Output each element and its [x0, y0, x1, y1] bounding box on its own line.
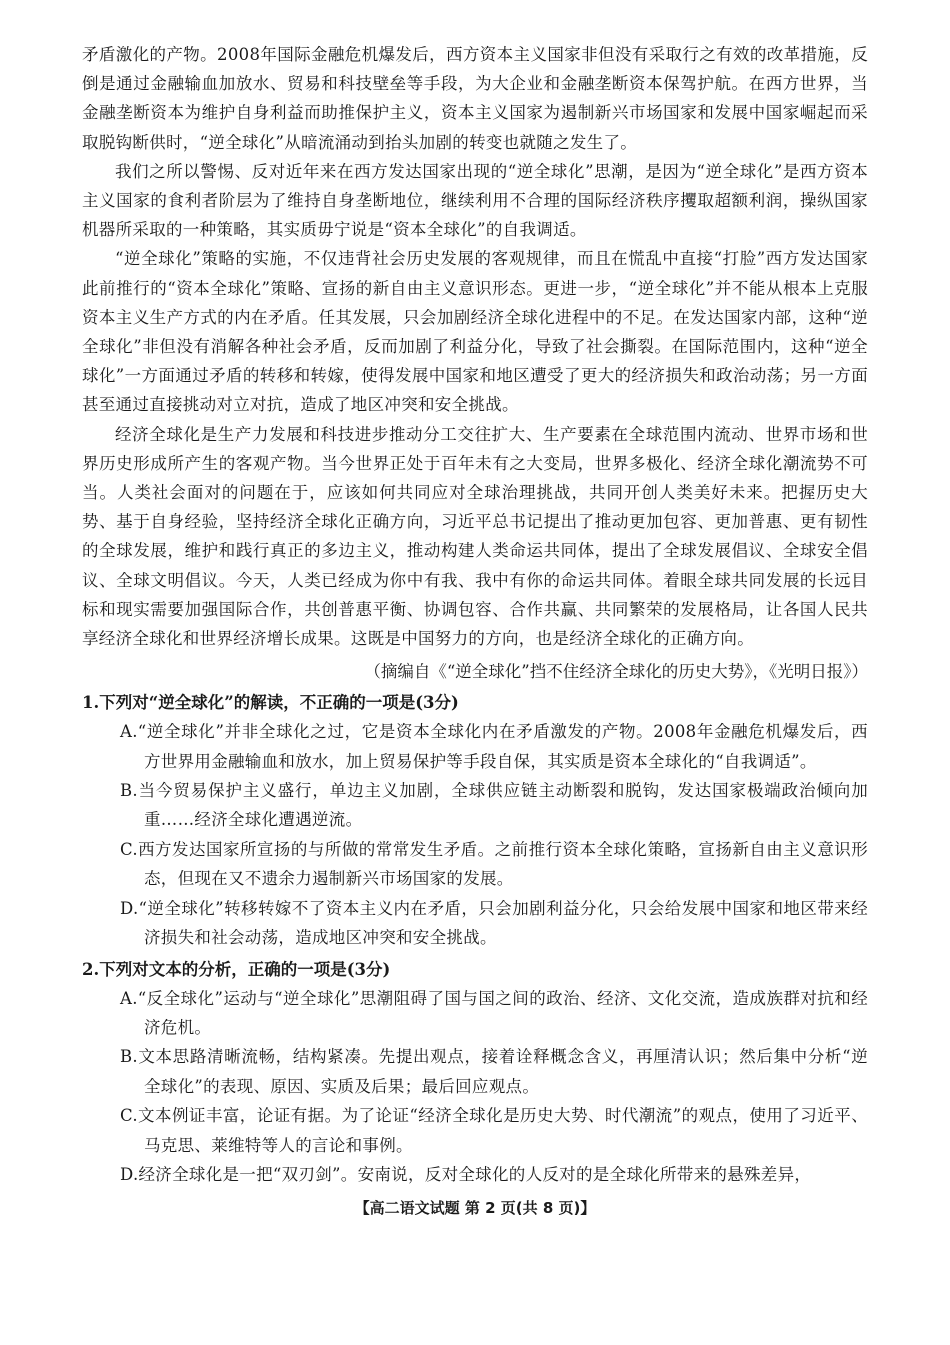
- passage-source: （摘编自《“逆全球化”挡不住经济全球化的历史大势》，《光明日报》）: [364, 662, 868, 682]
- option-text: 当今贸易保护主义盛行，单边主义加剧，全球供应链主动断裂和脱钩，发达国家极端政治倾向加重……经济全球化遭遇逆流。: [137, 781, 868, 830]
- option-d: [82, 894, 868, 953]
- option-b: [82, 776, 868, 835]
- passage-paragraph-2: 我们之所以警惕、反对近年来在西方发达国家出现的“逆全球化”思潮，是因为“逆全球化”是西方资本主义国家的食利者阶层为了维持自身垄断地位，继续利用不合理的国际经济秩序攫取超额利润，操纵国家机器所采取的一种策略，其实质毋宁说是“资本全球化”的自我调适。: [82, 161, 868, 240]
- option-label: D.: [120, 898, 139, 918]
- option-a: [82, 984, 868, 1043]
- page-footer: 【高二语文试题 第 2 页(共 8 页)】: [354, 1199, 596, 1217]
- option-label: C.: [120, 1106, 138, 1126]
- option-label: A.: [120, 722, 138, 742]
- option-text: “逆全球化”并非全球化之过，它是资本全球化内在矛盾激发的产物。2008年金融危机爆发后，西方世界用金融输血和放水，加上贸易保护等手段自保，其实质是资本全球化的“自我调适”。: [137, 722, 868, 771]
- passage-paragraph-4: 经济全球化是生产力发展和科技进步推动分工交往扩大、生产要素在全球范围内流动、世界市场和世界历史形成所产生的客观产物。当今世界正处于百年未有之大变局，世界多极化、经济全球化潮流势不可当。人类社会面对的问题在于，应该如何共同应对全球治理挑战，共同开创人类美好未来。把握历史大势、基于自身经验，坚持经济全球化正确方向，习近平总书记提出了推动更加包容、更加普惠、更有韧性的全球发展，维护和践行真正的多边主义，推动构建人类命运共同体，提出了全球发展倡议、全球安全倡议、全球文明倡议。今天，人类已经成为你中有我、我中有你的命运共同体。着眼全球共同发展的长远目标和现实需要加强国际合作，共创普惠平衡、协调包容、合作共赢、共同繁荣的发展格局，让各国人民共享经济全球化和世界经济增长成果。这既是中国努力的方向，也是经济全球化的正确方向。: [82, 424, 868, 649]
- option-label: D.: [120, 1164, 139, 1184]
- option-label: B.: [120, 1047, 138, 1067]
- option-text: “逆全球化”转移转嫁不了资本主义内在矛盾，只会加剧利益分化，只会给发展中国家和地区带来经济损失和社会动荡，造成地区冲突和安全挑战。: [138, 898, 868, 948]
- option-text: 经济全球化是一把“双刃剑”。安南说，反对全球化的人反对的是全球化所带来的悬殊差异，: [138, 1164, 812, 1184]
- exam-page: [82, 40, 868, 1189]
- option-b: [82, 1042, 868, 1101]
- option-text: 文本例证丰富，论证有据。为了论证“经济全球化是历史大势、时代潮流”的观点，使用了习近平、马克思、莱维特等人的言论和事例。: [137, 1106, 868, 1155]
- question-2: [82, 955, 868, 1190]
- option-text: 文本思路清晰流畅，结构紧凑。先提出观点，接着诠释概念含义，再厘清认识；然后集中分析“逆全球化”的表现、原因、实质及后果；最后回应观点。: [137, 1047, 868, 1096]
- option-label: C.: [120, 839, 138, 859]
- option-a: [82, 717, 868, 776]
- passage-paragraph-3: “逆全球化”策略的实施，不仅违背社会历史发展的客观规律，而且在慌乱中直接“打脸”西方发达国家此前推行的“资本全球化”策略、宣扬的新自由主义意识形态。更进一步，“逆全球化”并不能从根本上克服资本主义生产方式的内在矛盾。任其发展，只会加剧经济全球化进程中的不足。在发达国家内部，这种“逆全球化”非但没有消解各种社会矛盾，反而加剧了利益分化，导致了社会撕裂。在国际范围内，这种“逆全球化”一方面通过矛盾的转移和转嫁，使得发展中国家和地区遭受了更大的经济损失和政治动荡；另一方面甚至通过直接挑动对立对抗，造成了地区冲突和安全挑战。: [82, 249, 868, 415]
- question-1: [82, 688, 868, 952]
- option-label: A.: [120, 988, 138, 1008]
- option-text: “反全球化”运动与“逆全球化”思潮阻碍了国与国之间的政治、经济、文化交流，造成族群对抗和经济危机。: [137, 988, 868, 1037]
- option-d: [82, 1160, 868, 1189]
- option-text: 西方发达国家所宣扬的与所做的常常发生矛盾。之前推行资本全球化策略，宣扬新自由主义意识形态，但现在又不遗余力遏制新兴市场国家的发展。: [137, 839, 868, 889]
- option-c: [82, 1101, 868, 1160]
- passage-paragraph-1: 矛盾激化的产物。2008年国际金融危机爆发后，西方资本主义国家非但没有采取行之有效的改革措施，反倒是通过金融输血加放水、贸易和科技壁垒等手段，为大企业和金融垄断资本保驾护航。在西方世界，当金融垄断资本为维护自身利益而助推保护主义，资本主义国家为遏制新兴市场国家和发展中国家崛起而采取脱钩断供时，“逆全球化”从暗流涌动到抬头加剧的转变也就随之发生了。: [82, 45, 868, 152]
- option-label: B.: [120, 781, 138, 801]
- option-c: [82, 835, 868, 894]
- question-stem: 2.下列对文本的分析，正确的一项是(3分): [82, 959, 391, 979]
- question-stem: 1.下列对“逆全球化”的解读，不正确的一项是(3分): [82, 693, 459, 713]
